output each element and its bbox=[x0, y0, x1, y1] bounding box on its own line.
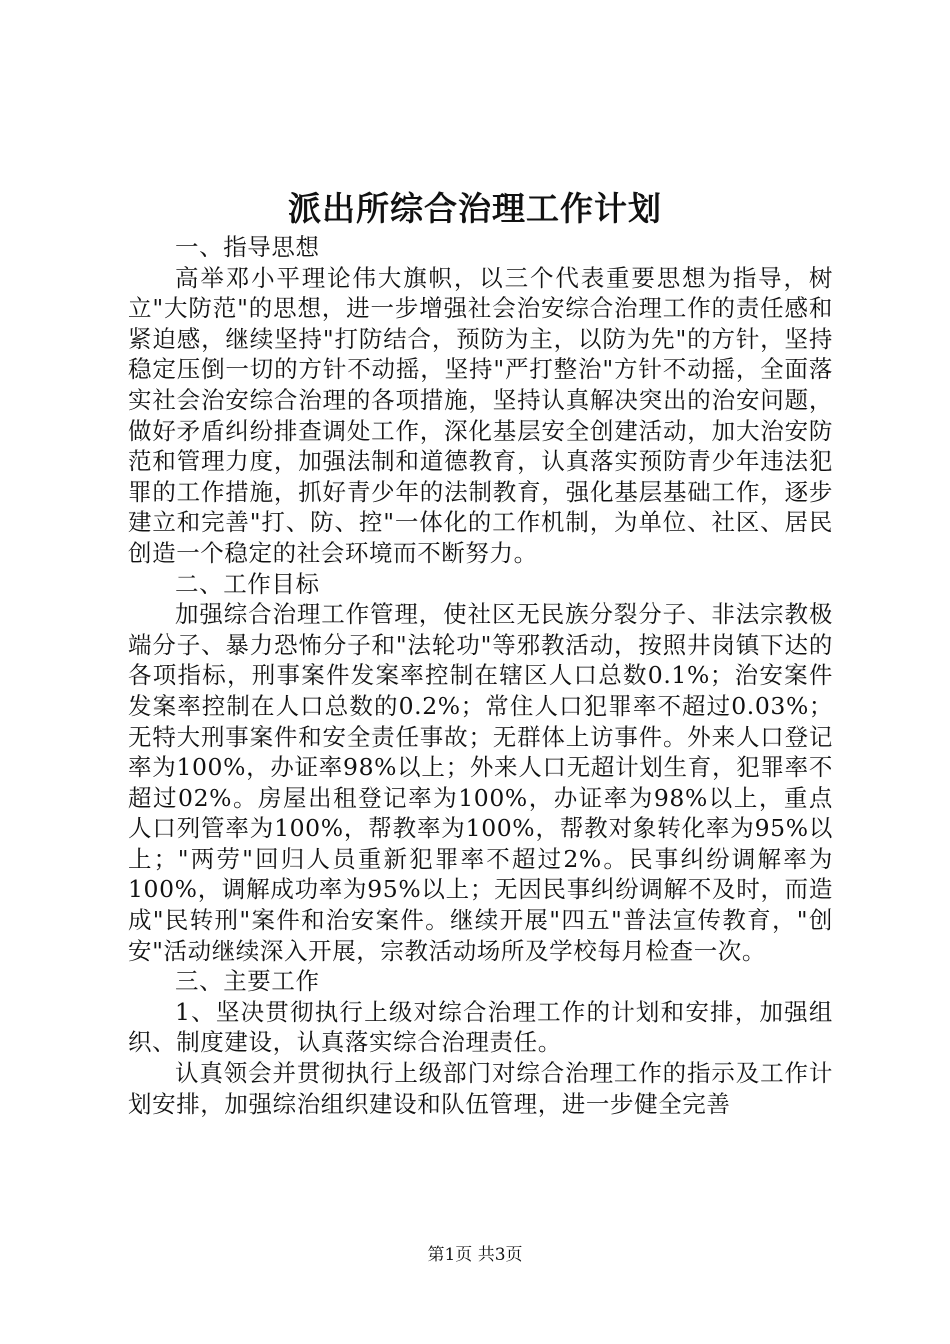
page-number-footer: 第1页 共3页 bbox=[427, 1245, 523, 1265]
section-heading-main-work: 三、主要工作 bbox=[175, 967, 320, 996]
section-heading-guiding-ideology: 一、指导思想 bbox=[175, 233, 320, 261]
section-heading-work-goals: 二、工作目标 bbox=[175, 569, 320, 598]
paragraph-guiding-ideology: 高举邓小平理论伟大旗帜，以三个代表重要思想为指导，树立"大防范"的思想，进一步增强社会治安综合治理工作的责任感和紧迫感，继续坚持"打防结合，预防为主，以防为先"的方针，坚持稳定压倒一切的方针不动摇，坚持"严打整治"方针不动摇，全面落实社会治安综合治理的各项措施，坚持认真解决突出的治安问题，做好矛盾纠纷排查调处工作，深化基层安全创建活动，加大治安防范和管理力度，加强法制和道德教育，认真落实预防青少年违法犯罪的工作措施，抓好青少年的法制教育，强化基层基础工作，逐步建立和完善"打、防、控"一体化的工作机制，为单位、社区、居民创造一个稳定的社会环境而不断努力。 bbox=[128, 263, 833, 567]
paragraph-work-goals: 加强综合治理工作管理，使社区无民族分裂分子、非法宗教极端分子、暴力恐怖分子和"法轮功"等邪教活动，按照井岗镇下达的各项指标，刑事案件发案率控制在辖区人口总数0.1%；治安案件发案率控制在人口总数的0.2%；常住人口犯罪率不超过0.03%；无特大刑事案件和安全责任事故；无群体上访事件。外来人口登记率为100%，办证率98%以上；外来人口无超计划生育，犯罪率不超过02%。房屋出租登记率为100%，办证率为98%以上，重点人口列管率为100%，帮教率为100%，帮教对象转化率为95%以上；"两劳"回归人员重新犯罪率不超过2%。民事纠纷调解率为100%，调解成功率为95%以上；无因民事纠纷调解不及时，而造成"民转刑"案件和治安案件。继续开展"四五"普法宣传教育，"创安"活动继续深入开展，宗教活动场所及学校每月检查一次。 bbox=[128, 600, 833, 965]
document-body bbox=[128, 232, 833, 1119]
document-title: 派出所综合治理工作计划 bbox=[288, 189, 662, 228]
paragraph-main-work-detail: 认真领会并贯彻执行上级部门对综合治理工作的指示及工作计划安排，加强综治组织建设和队伍管理，进一步健全完善 bbox=[128, 1059, 833, 1118]
paragraph-main-work-item-1: 1、坚决贯彻执行上级对综合治理工作的计划和安排，加强组织、制度建设，认真落实综合治理责任。 bbox=[128, 997, 833, 1057]
